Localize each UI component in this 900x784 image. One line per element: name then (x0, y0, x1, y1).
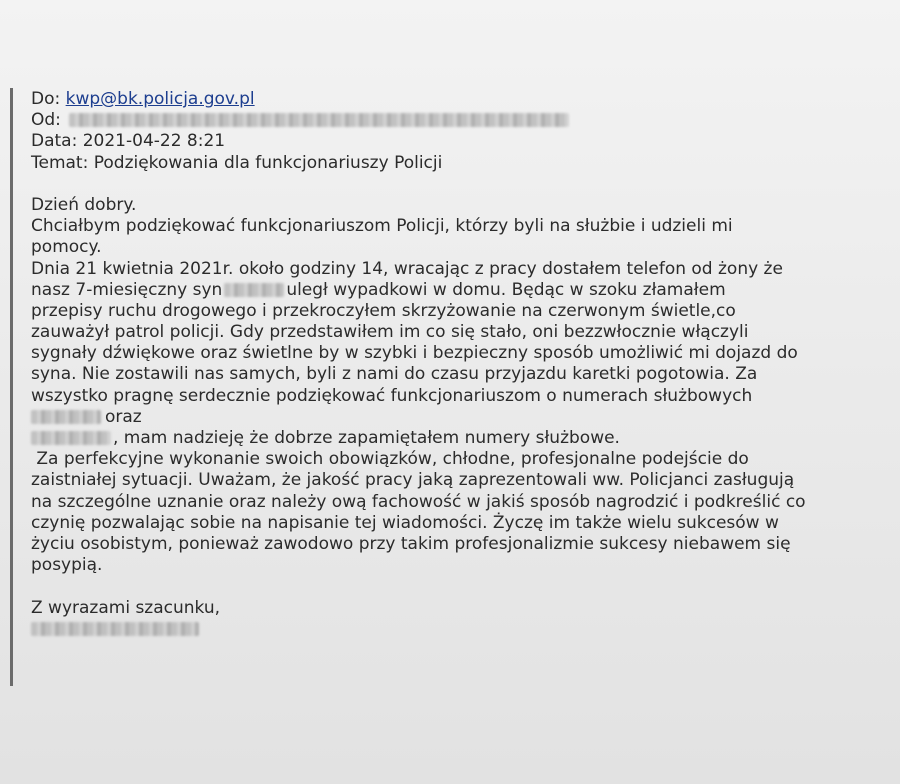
email-printout (31, 89, 881, 640)
date-label: Data: (31, 131, 78, 152)
to-line (31, 89, 881, 110)
body-line: Chciałbym podziękować funkcjonariuszom Policji, którzy byli na służbie i udzieli mi (31, 216, 733, 237)
body-line: czynię pozwalając sobie na napisanie tej wiadomości. Życzę im także wielu sukcesów w (31, 512, 779, 533)
body-text: , mam nadzieję że dobrze zapamiętałem numery służbowe. (113, 428, 620, 448)
redacted-sender (69, 113, 569, 127)
date-value: 2021-04-22 8:21 (82, 131, 226, 152)
body-text: oraz (105, 406, 142, 427)
from-label: Od: (31, 110, 61, 131)
subject-value: Podziękowania dla funkcjonariuszy Policji (93, 152, 443, 173)
from-line (31, 110, 881, 131)
body-line: przepisy ruchu drogowego i przekroczyłem skrzyżowanie na czerwonym świetle,co (31, 300, 736, 321)
quote-rule (10, 88, 13, 686)
spacer (31, 174, 881, 195)
signature-line (31, 619, 881, 640)
redacted-badge-number (31, 431, 111, 445)
body-line: wszystko pragnę serdecznie podziękować funkcjonariuszom o numerach służbowych (31, 385, 753, 406)
redacted-badge-number (31, 410, 101, 424)
body-text: nasz 7-miesięczny syn (31, 279, 223, 300)
date-line (31, 131, 881, 152)
body-line: sygnały dźwiękowe oraz świetlne by w szybki i bezpieczny sposób umożliwić mi dojazd do (31, 343, 798, 364)
spacer (31, 576, 881, 597)
body-line: Dnia 21 kwietnia 2021r. około godziny 14, wracając z pracy dostałem telefon od żony że (31, 258, 783, 279)
greeting: Dzień dobry. (31, 194, 137, 215)
redacted-signature (31, 622, 199, 636)
body-line: Za perfekcyjne wykonanie swoich obowiązków, chłodne, profesjonalne podejście do (31, 449, 749, 470)
subject-line (31, 153, 881, 174)
redacted-son-name (224, 283, 284, 297)
body-line: życiu osobistym, ponieważ zawodowo przy takim profesjonalizmie sukcesy niebawem się (31, 533, 791, 554)
body-line: pomocy. (31, 237, 102, 258)
subject-label: Temat: (31, 152, 89, 173)
body-line: posypią. (31, 555, 103, 576)
body-line (31, 428, 881, 449)
body-line: syna. Nie zostawili nas samych, byli z nami do czasu przyjazdu karetki pogotowia. Za (31, 364, 758, 385)
to-label: Do: (31, 89, 61, 109)
body-line: na szczególne uznanie oraz należy ową fachowość w jakiś sposób nagrodzić i podkreślić co (31, 491, 806, 512)
body-text: uległ wypadkowi w domu. Będąc w szoku złamałem (286, 279, 726, 300)
body-line: zaistniałej sytuacji. Uważam, że jakość pracy jaką zaprezentowali ww. Policjanci zasługują (31, 470, 795, 491)
body-line: zauważył patrol policji. Gdy przedstawiłem im co się stało, oni bezzwłocznie włączyli (31, 322, 749, 343)
to-email-link[interactable]: kwp@bk.policja.gov.pl (65, 89, 255, 109)
closing: Z wyrazami szacunku, (31, 597, 221, 618)
body-line (31, 407, 881, 428)
body-line (31, 280, 881, 301)
